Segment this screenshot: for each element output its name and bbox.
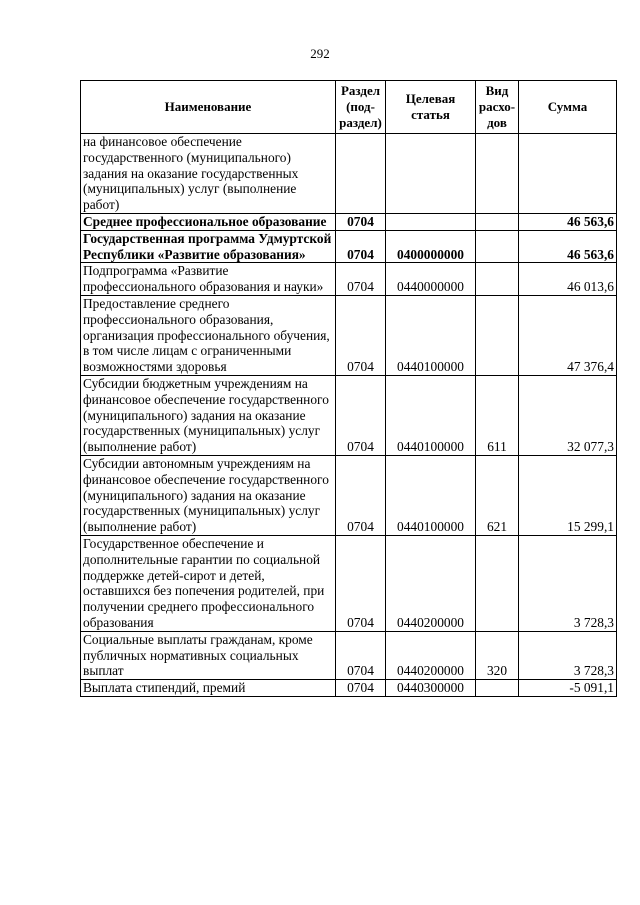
- row-sum-cell: 46 563,6: [519, 213, 617, 230]
- row-sum-cell: 47 376,4: [519, 295, 617, 375]
- row-sum-cell: 46 013,6: [519, 263, 617, 296]
- header-name: Наименование: [81, 81, 336, 134]
- row-kind-cell: [476, 230, 519, 263]
- row-name-cell: Государственное обеспечение и дополнительные гарантии по социальной поддержке детей-сирот и детей, оставшихся без попечения родителей, при получении среднего профессионального образования: [81, 535, 336, 631]
- table-row: [81, 263, 617, 296]
- row-name-cell: Социальные выплаты гражданам, кроме публичных нормативных социальных выплат: [81, 631, 336, 679]
- row-name-cell: Государственная программа Удмуртской Республики «Развитие образования»: [81, 230, 336, 263]
- page-number: 292: [310, 46, 330, 61]
- row-target-cell: 0400000000: [386, 230, 476, 263]
- row-target-cell: [386, 134, 476, 214]
- row-name-cell: Выплата стипендий, премий: [81, 680, 336, 697]
- table-row: [81, 631, 617, 679]
- table-header-row: [81, 81, 617, 134]
- row-name-cell: Подпрограмма «Развитие профессионального образования и науки»: [81, 263, 336, 296]
- row-name-cell: Субсидии автономным учреждениям на финансовое обеспечение государственного (муниципального) задания на оказание государственных (муниципальных) услуг (выполнение работ): [81, 455, 336, 535]
- row-sum-cell: -5 091,1: [519, 680, 617, 697]
- table-row: [81, 134, 617, 214]
- header-target: Целевая статья: [386, 81, 476, 134]
- row-section-cell: [336, 134, 386, 214]
- row-name-cell: на финансовое обеспечение государственного (муниципального) задания на оказание государственных (муниципальных) услуг (выполнение работ): [81, 134, 336, 214]
- row-sum-cell: 32 077,3: [519, 375, 617, 455]
- row-target-cell: 0440100000: [386, 455, 476, 535]
- row-kind-cell: [476, 213, 519, 230]
- table-row: [81, 295, 617, 375]
- row-kind-cell: [476, 680, 519, 697]
- row-section-cell: 0704: [336, 295, 386, 375]
- row-section-cell: 0704: [336, 375, 386, 455]
- row-sum-cell: 3 728,3: [519, 631, 617, 679]
- row-target-cell: 0440100000: [386, 295, 476, 375]
- table-row: [81, 680, 617, 697]
- row-section-cell: 0704: [336, 455, 386, 535]
- row-kind-cell: 611: [476, 375, 519, 455]
- table-row: [81, 213, 617, 230]
- row-kind-cell: 621: [476, 455, 519, 535]
- table-row: [81, 455, 617, 535]
- table-row: [81, 375, 617, 455]
- row-kind-cell: [476, 263, 519, 296]
- row-sum-cell: 15 299,1: [519, 455, 617, 535]
- row-section-cell: 0704: [336, 213, 386, 230]
- header-sum: Сумма: [519, 81, 617, 134]
- row-section-cell: 0704: [336, 263, 386, 296]
- row-section-cell: 0704: [336, 230, 386, 263]
- table-row: [81, 230, 617, 263]
- table-body: [81, 134, 617, 697]
- header-section: Раздел (под-раздел): [336, 81, 386, 134]
- row-target-cell: 0440200000: [386, 535, 476, 631]
- row-kind-cell: [476, 134, 519, 214]
- row-kind-cell: 320: [476, 631, 519, 679]
- row-target-cell: 0440300000: [386, 680, 476, 697]
- row-section-cell: 0704: [336, 631, 386, 679]
- row-sum-cell: 46 563,6: [519, 230, 617, 263]
- row-sum-cell: 3 728,3: [519, 535, 617, 631]
- budget-table: [80, 80, 617, 697]
- row-section-cell: 0704: [336, 535, 386, 631]
- row-sum-cell: [519, 134, 617, 214]
- row-target-cell: 0440200000: [386, 631, 476, 679]
- row-target-cell: 0440000000: [386, 263, 476, 296]
- row-kind-cell: [476, 535, 519, 631]
- row-target-cell: [386, 213, 476, 230]
- row-name-cell: Субсидии бюджетным учреждениям на финансовое обеспечение государственного (муниципального) задания на оказание государственных (муниципальных) услуг (выполнение работ): [81, 375, 336, 455]
- row-section-cell: 0704: [336, 680, 386, 697]
- header-kind: Вид расхо-дов: [476, 81, 519, 134]
- row-name-cell: Предоставление среднего профессионального образования, организация профессионального обучения, в том числе лицам с ограниченными возможностями здоровья: [81, 295, 336, 375]
- row-target-cell: 0440100000: [386, 375, 476, 455]
- table-row: [81, 535, 617, 631]
- row-name-cell: Среднее профессиональное образование: [81, 213, 336, 230]
- row-kind-cell: [476, 295, 519, 375]
